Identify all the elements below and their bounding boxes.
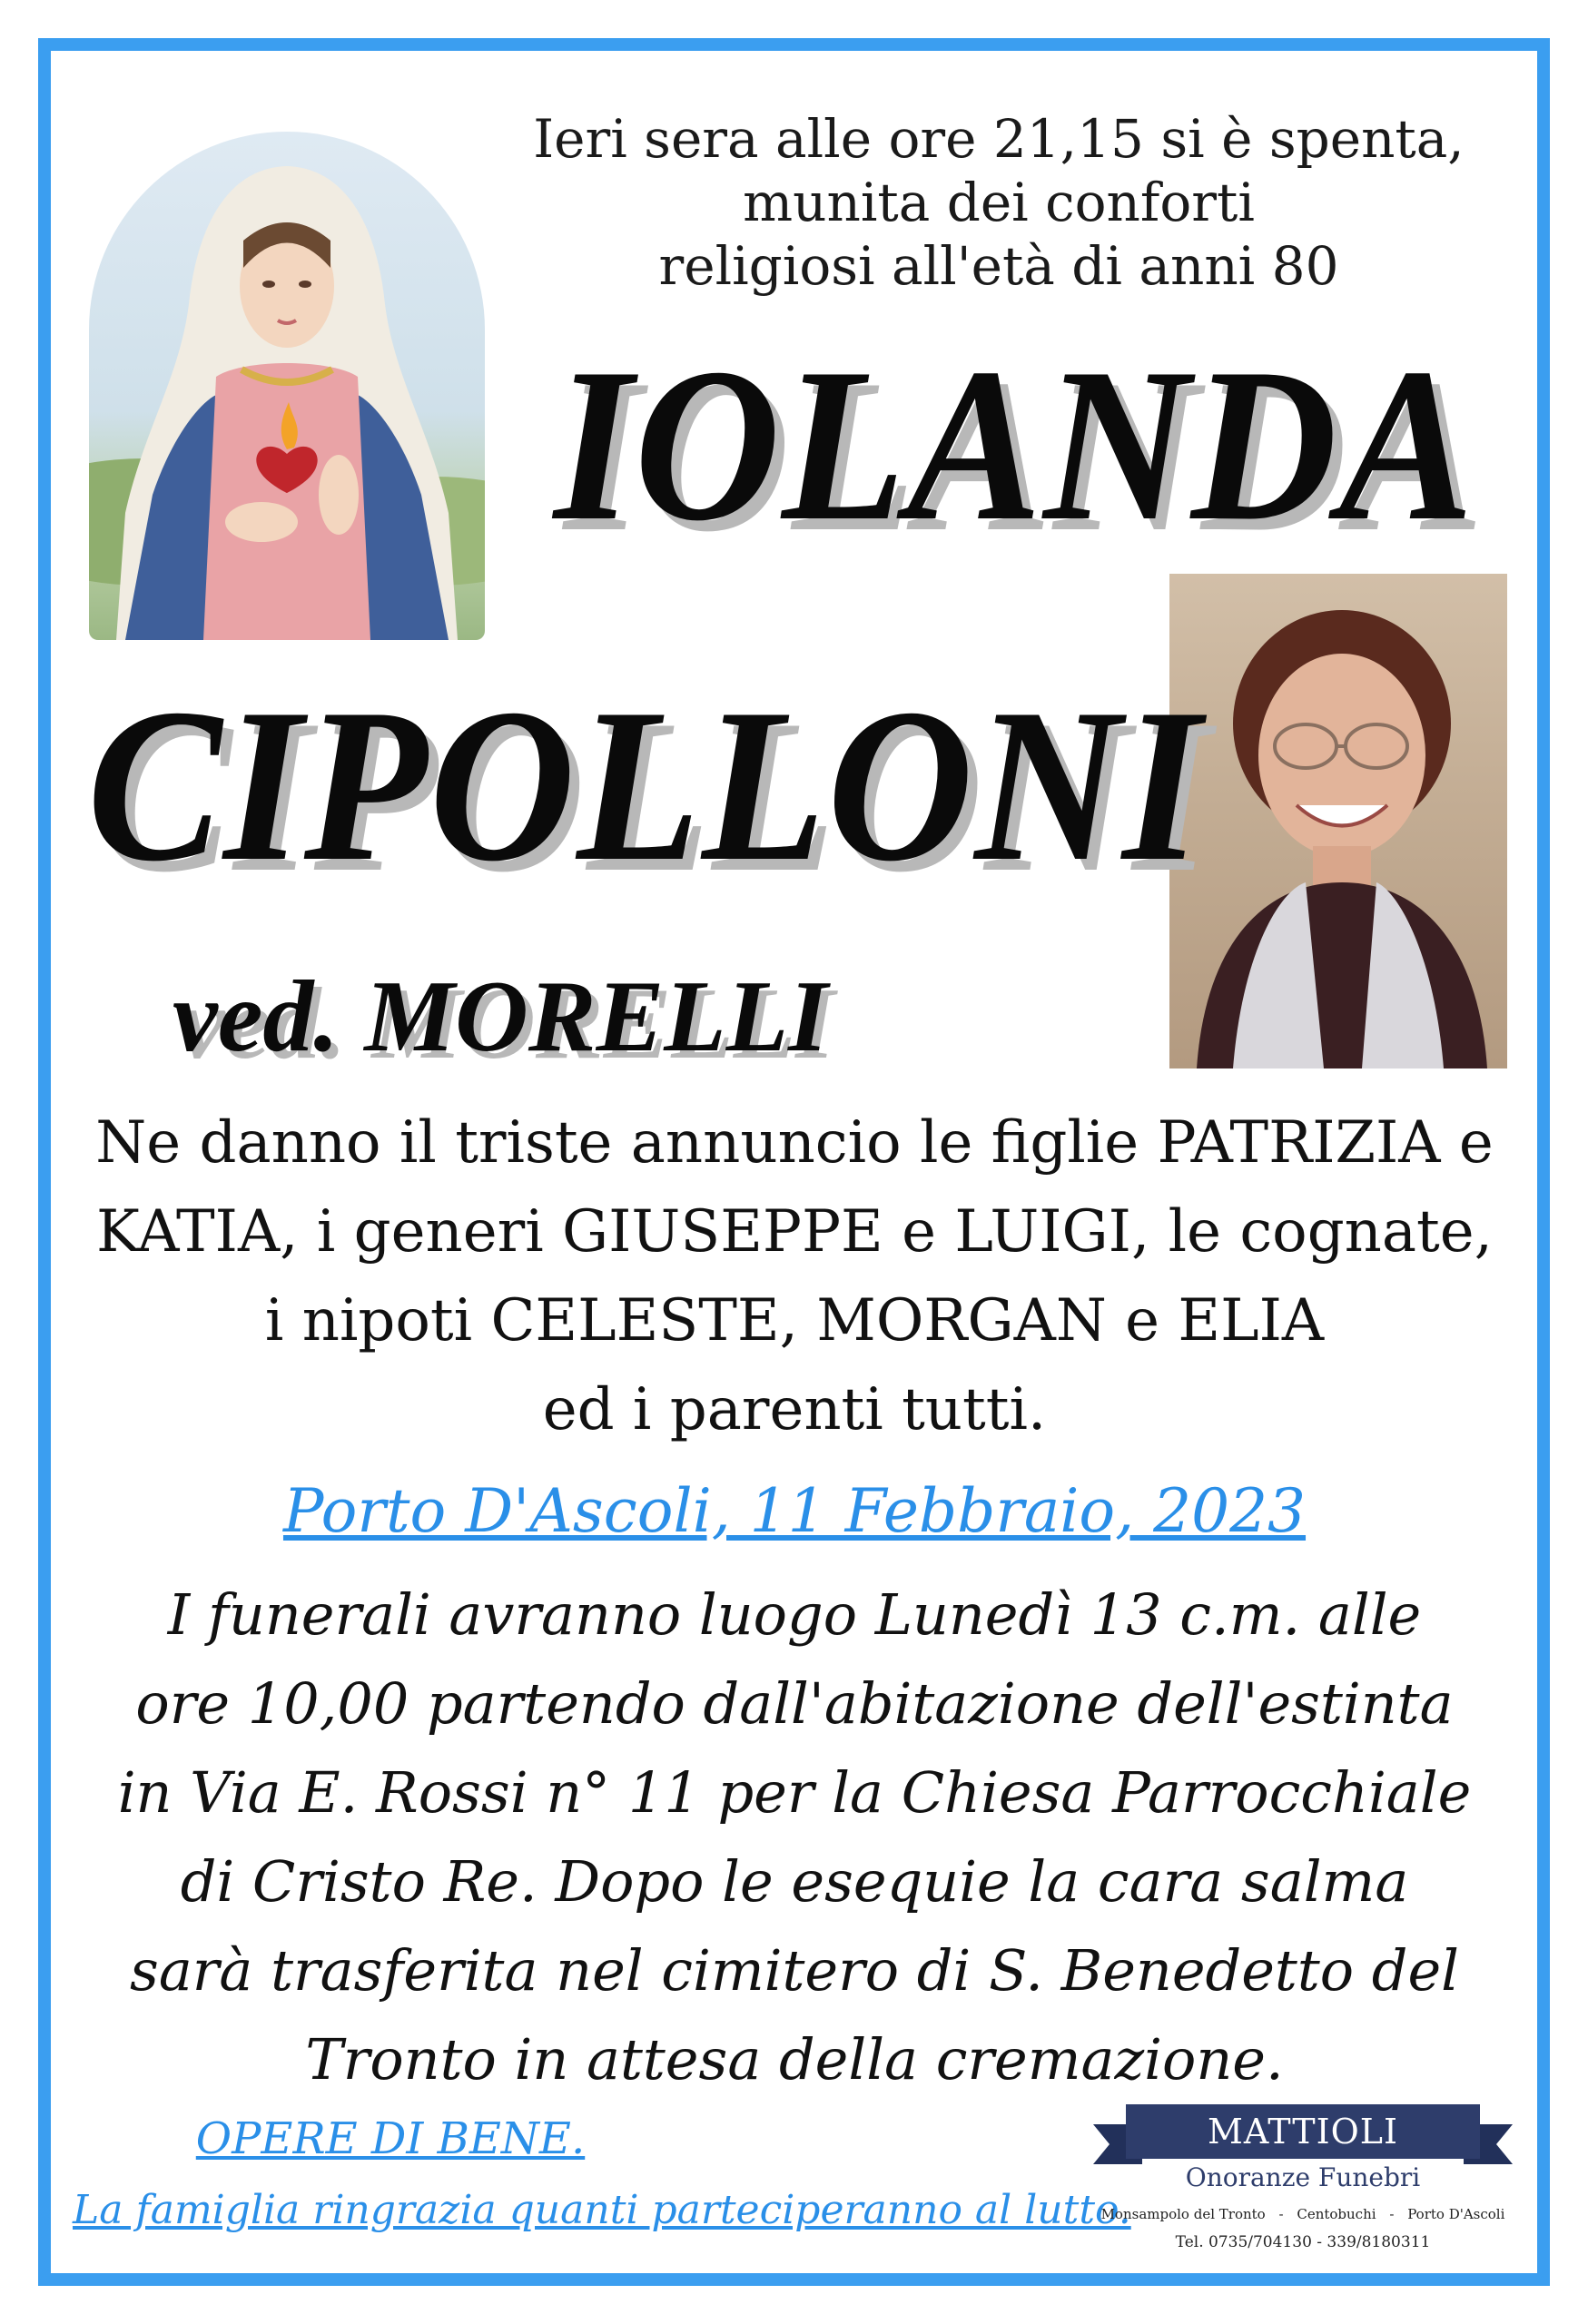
funeral-line: ore 10,00 partendo dall'abitazione dell'estinta: [135, 1670, 1454, 1737]
funeral-line: di Cristo Re. Dopo le esequie la cara salma: [180, 1848, 1409, 1915]
intro-line: munita dei conforti: [743, 172, 1255, 233]
funeral-line: Tronto in attesa della cremazione.: [305, 2026, 1284, 2093]
announcement: [73, 1098, 1516, 1454]
opere-di-bene: OPERE DI BENE.: [195, 2113, 586, 2164]
first-name: IOLANDA: [554, 323, 1475, 566]
funeral-details: [73, 1571, 1516, 2104]
place-name: Centobuchi: [1297, 2206, 1376, 2222]
announcement-line: ed i parenti tutti.: [542, 1376, 1047, 1443]
announcement-line: KATIA, i generi GIUSEPPE e LUIGI, le cognate,: [96, 1198, 1493, 1265]
funeral-line: sarà trasferita nel cimitero di S. Benedetto del: [130, 1937, 1459, 2004]
intro-line: religiosi all'età di anni 80: [658, 235, 1339, 297]
funeral-home-places: Monsampolo del Tronto - Centobuchi - Porto D'Ascoli: [1100, 2206, 1505, 2222]
last-name: CIPOLLONI: [87, 664, 1203, 907]
madonna-icon: [89, 132, 485, 640]
portrait-icon: [1169, 574, 1507, 1068]
deceased-photo: [1169, 574, 1507, 1068]
sacred-heart-of-mary-image: [89, 132, 485, 640]
intro-text: [508, 107, 1489, 298]
place-name: Monsampolo del Tronto: [1100, 2206, 1266, 2222]
place-date: Porto D'Ascoli, 11 Febbraio, 2023: [282, 1476, 1307, 1546]
funeral-line: in Via E. Rossi n° 11 per la Chiesa Parrocchiale: [117, 1759, 1472, 1826]
announcement-line: i nipoti CELESTE, MORGAN e ELIA: [264, 1287, 1325, 1354]
funeral-line: I funerali avranno luogo Lunedì 13 c.m. alle: [167, 1581, 1422, 1648]
funeral-home-subtitle: Onoranze Funebri: [1185, 2162, 1421, 2192]
widow-of: ved. MORELLI: [173, 960, 828, 1073]
funeral-home-logo: [1090, 2097, 1516, 2270]
announcement-line: Ne danno il triste annuncio le figlie PATRIZIA e: [95, 1109, 1494, 1177]
intro-line: Ieri sera alle ore 21,15 si è spenta,: [533, 108, 1465, 170]
thanks-note: La famiglia ringrazia quanti parteciperanno al lutto.: [73, 2187, 1131, 2233]
place-name: Porto D'Ascoli: [1407, 2206, 1505, 2222]
funeral-home-name: MATTIOLI: [1126, 2104, 1480, 2159]
funeral-home-phone: Tel. 0735/704130 - 339/8180311: [1175, 2233, 1431, 2251]
